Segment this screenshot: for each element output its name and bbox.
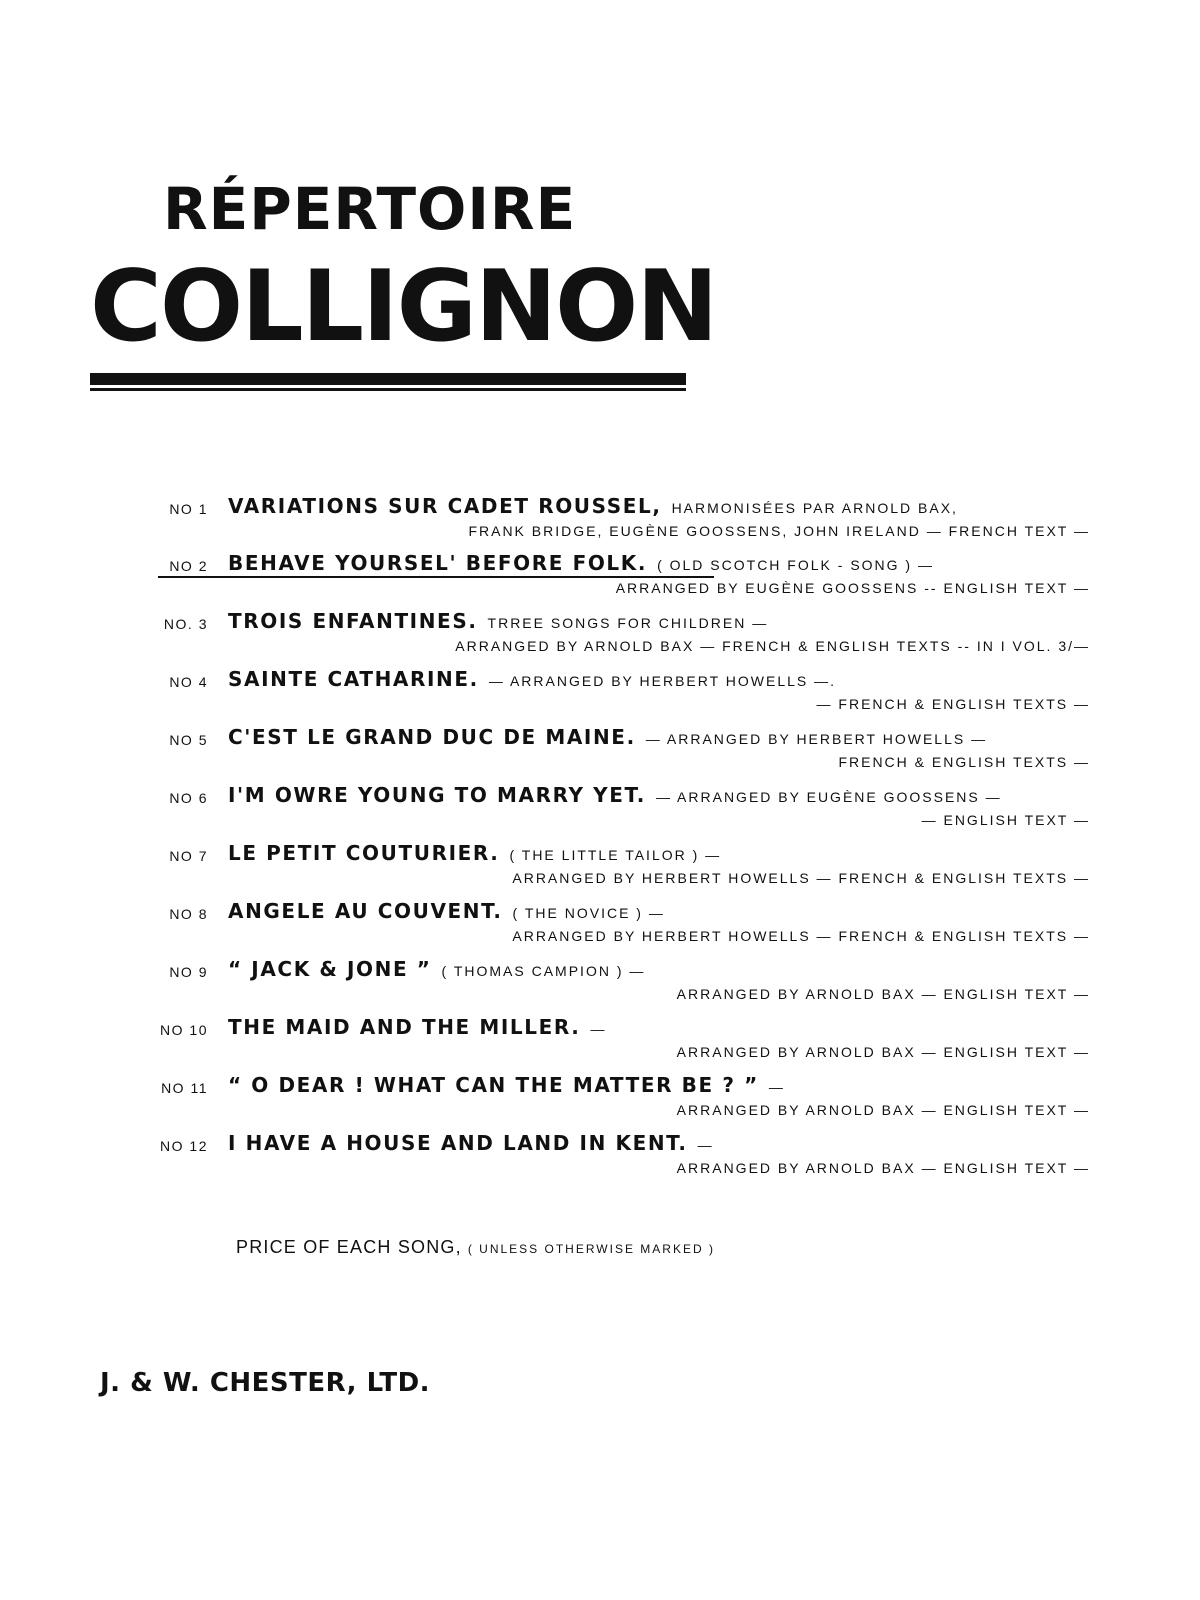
song-note: —	[697, 1137, 714, 1153]
song-detail: ARRANGED BY ARNOLD BAX — ENGLISH TEXT —	[676, 1102, 1090, 1118]
song-title: TROIS ENFANTINES.	[228, 609, 478, 633]
song-title: I HAVE A HOUSE AND LAND IN KENT.	[228, 1131, 688, 1155]
song-note: ( THOMAS CAMPION ) —	[441, 963, 646, 979]
song-entry-10	[0, 1015, 1200, 1071]
song-entry-9	[0, 957, 1200, 1013]
song-note: —	[768, 1079, 785, 1095]
price-line	[236, 1237, 715, 1258]
song-number: NO 4	[169, 674, 208, 690]
song-entry-11	[0, 1073, 1200, 1129]
title-repertoire: RÉPERTOIRE	[163, 175, 577, 243]
song-number: NO 2	[169, 558, 208, 574]
publisher-name: J. & W. CHESTER, LTD.	[100, 1368, 431, 1398]
song-entry-4	[0, 667, 1200, 723]
song-note: ( THE NOVICE ) —	[512, 905, 665, 921]
song-note: — ARRANGED BY EUGÈNE GOOSSENS —	[655, 789, 1002, 805]
song-entry-2	[0, 551, 1200, 607]
song-detail: ARRANGED BY ARNOLD BAX — ENGLISH TEXT —	[676, 1160, 1090, 1176]
song-entry-6	[0, 783, 1200, 839]
price-label: PRICE OF EACH SONG,	[236, 1237, 462, 1257]
song-entry-5	[0, 725, 1200, 781]
title-rule-thick	[90, 373, 686, 385]
song-number: NO 12	[160, 1138, 208, 1154]
song-title: ANGELE AU COUVENT.	[228, 899, 503, 923]
song-detail: ARRANGED BY HERBERT HOWELLS — FRENCH & ENGLISH TEXTS —	[512, 928, 1090, 944]
song-title: VARIATIONS SUR CADET ROUSSEL,	[228, 494, 662, 518]
song-title: I'M OWRE YOUNG TO MARRY YET.	[228, 783, 646, 807]
song-title: LE PETIT COUTURIER.	[228, 841, 500, 865]
song-number: NO 5	[169, 732, 208, 748]
song-entry-8	[0, 899, 1200, 955]
song-number: NO 9	[169, 964, 208, 980]
title-rule-thin	[90, 388, 686, 391]
song-title: “ O DEAR ! WHAT CAN THE MATTER BE ? ”	[228, 1073, 759, 1097]
song-title: THE MAID AND THE MILLER.	[228, 1015, 581, 1039]
song-title: SAINTE CATHARINE.	[228, 667, 479, 691]
price-note: ( UNLESS OTHERWISE MARKED )	[467, 1242, 715, 1256]
song-note: TRREE SONGS FOR CHILDREN —	[487, 615, 769, 631]
song-title: BEHAVE YOURSEL' BEFORE FOLK.	[228, 551, 648, 575]
entry-2-underline	[158, 576, 714, 578]
song-number: NO 1	[169, 501, 208, 517]
song-number: NO 11	[161, 1080, 208, 1096]
song-note: ( OLD SCOTCH FOLK - SONG ) —	[657, 557, 934, 573]
song-note: ( THE LITTLE TAILOR ) —	[509, 847, 722, 863]
song-detail: ARRANGED BY EUGÈNE GOOSSENS -- ENGLISH TEXT —	[615, 580, 1090, 596]
song-entry-12	[0, 1131, 1200, 1187]
song-note: —	[590, 1021, 607, 1037]
song-number: NO 6	[169, 790, 208, 806]
song-number: NO. 3	[163, 616, 208, 632]
song-note: — ARRANGED BY HERBERT HOWELLS —	[645, 731, 988, 747]
song-number: NO 8	[169, 906, 208, 922]
song-note: HARMONISÉES PAR ARNOLD BAX,	[671, 500, 958, 516]
title-collignon: COLLIGNON	[90, 250, 717, 364]
song-detail: — ENGLISH TEXT —	[921, 812, 1090, 828]
song-entry-3	[0, 609, 1200, 665]
song-title: C'EST LE GRAND DUC DE MAINE.	[228, 725, 636, 749]
song-number: NO 10	[160, 1022, 208, 1038]
song-note: — ARRANGED BY HERBERT HOWELLS —.	[488, 673, 837, 689]
song-detail: ARRANGED BY ARNOLD BAX — FRENCH & ENGLISH TEXTS -- IN I VOL. 3/—	[455, 638, 1090, 654]
song-detail: ARRANGED BY ARNOLD BAX — ENGLISH TEXT —	[676, 1044, 1090, 1060]
song-entry-7	[0, 841, 1200, 897]
song-detail: FRANK BRIDGE, EUGÈNE GOOSSENS, JOHN IRELAND — FRENCH TEXT —	[468, 523, 1090, 539]
song-entry-1	[0, 494, 1200, 550]
song-title: “ JACK & JONE ”	[228, 957, 432, 981]
song-detail: FRENCH & ENGLISH TEXTS —	[838, 754, 1090, 770]
song-number: NO 7	[169, 848, 208, 864]
song-detail: ARRANGED BY ARNOLD BAX — ENGLISH TEXT —	[676, 986, 1090, 1002]
song-detail: — FRENCH & ENGLISH TEXTS —	[816, 696, 1090, 712]
song-detail: ARRANGED BY HERBERT HOWELLS — FRENCH & ENGLISH TEXTS —	[512, 870, 1090, 886]
